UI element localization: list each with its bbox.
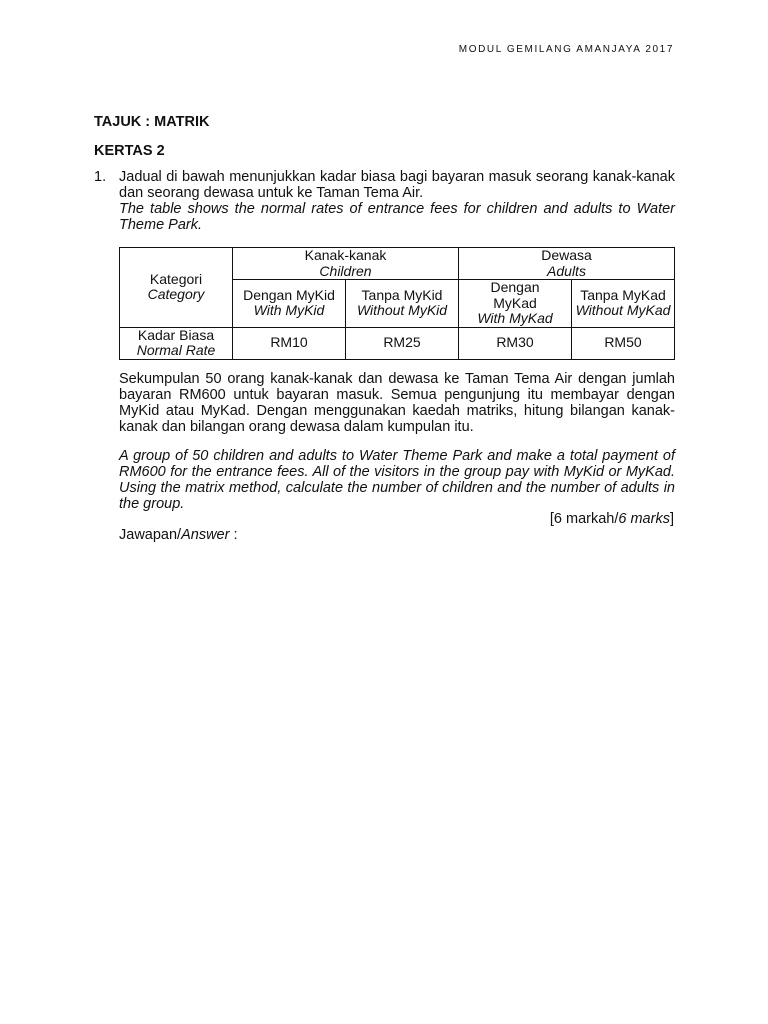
answer-ms: Jawapan/ [119, 527, 182, 543]
without-mykad-ms: Tanpa MyKad [580, 286, 666, 303]
marks-ms: [6 markah/ [549, 511, 619, 527]
with-mykad-ms-line1: Dengan [490, 279, 540, 295]
question-intro-ms: Jadual di bawah menunjukkan kadar biasa bagi bayaran masuk seorang kanak-kanak dan seorang dewasa untuk ke Taman Tema Air. [119, 169, 675, 201]
without-mykad-header [572, 280, 675, 328]
with-mykad-header [459, 280, 572, 328]
normal-rate-en: Normal Rate [136, 342, 216, 358]
answer-en: Answer [181, 527, 230, 543]
rate-with-mykad: RM30 [459, 327, 572, 359]
with-mykad-en: With MyKad [477, 310, 553, 326]
adults-header-cell [459, 248, 675, 280]
with-mykad-ms-line2: MyKad [493, 294, 537, 311]
children-label-ms: Kanak-kanak [304, 247, 387, 263]
question-number: 1. [94, 169, 107, 185]
question-body-ms: Sekumpulan 50 orang kanak-kanak dan dewasa ke Taman Tema Air dengan jumlah bayaran RM600 untuk bayaran masuk. Semua pengunjung itu membayar dengan MyKid atau MyKad. Dengan menggunakan kaedah matriks, hitung bilangan kanak-kanak dan bilangan orang dewasa dalam kumpulan itu. [119, 371, 675, 435]
question-intro-en: The table shows the normal rates of entrance fees for children and adults to Water Theme Park. [119, 201, 675, 233]
paper-label: KERTAS 2 [94, 143, 165, 159]
marks-en: 6 marks [618, 511, 670, 527]
without-mykad-en: Without MyKad [575, 302, 671, 319]
rates-table [119, 247, 675, 360]
normal-rate-ms: Kadar Biasa [137, 326, 215, 343]
category-header-cell [120, 248, 233, 328]
without-mykid-ms: Tanpa MyKid [361, 286, 443, 303]
answer-colon: : [229, 527, 238, 543]
topic-title: TAJUK : MATRIK [94, 114, 210, 130]
without-mykid-header [346, 280, 459, 328]
with-mykid-header [233, 280, 346, 328]
module-header: MODUL GEMILANG AMANJAYA 2017 [458, 44, 674, 55]
normal-rate-row-header [120, 327, 233, 359]
category-label-ms: Kategori [149, 270, 203, 287]
rate-without-mykad: RM50 [572, 327, 675, 359]
answer-label [119, 527, 238, 543]
with-mykid-ms: Dengan MyKid [243, 286, 335, 303]
children-label-en: Children [319, 262, 372, 279]
marks-label [550, 511, 674, 527]
rate-with-mykid: RM10 [233, 327, 346, 359]
marks-close: ] [669, 511, 674, 527]
children-header-cell [233, 248, 459, 280]
rate-without-mykid: RM25 [346, 327, 459, 359]
adults-label-ms: Dewasa [541, 247, 592, 263]
without-mykid-en: Without MyKid [356, 302, 448, 319]
category-label-en: Category [147, 286, 205, 303]
question-body-en: A group of 50 children and adults to Water Theme Park and make a total payment of RM600 for the entrance fees. All of the visitors in the group pay with MyKid or MyKad. Using the matrix method, calculate the number of children and the number of adults in the group. [119, 448, 675, 512]
adults-label-en: Adults [547, 262, 586, 279]
with-mykid-en: With MyKid [253, 302, 325, 319]
